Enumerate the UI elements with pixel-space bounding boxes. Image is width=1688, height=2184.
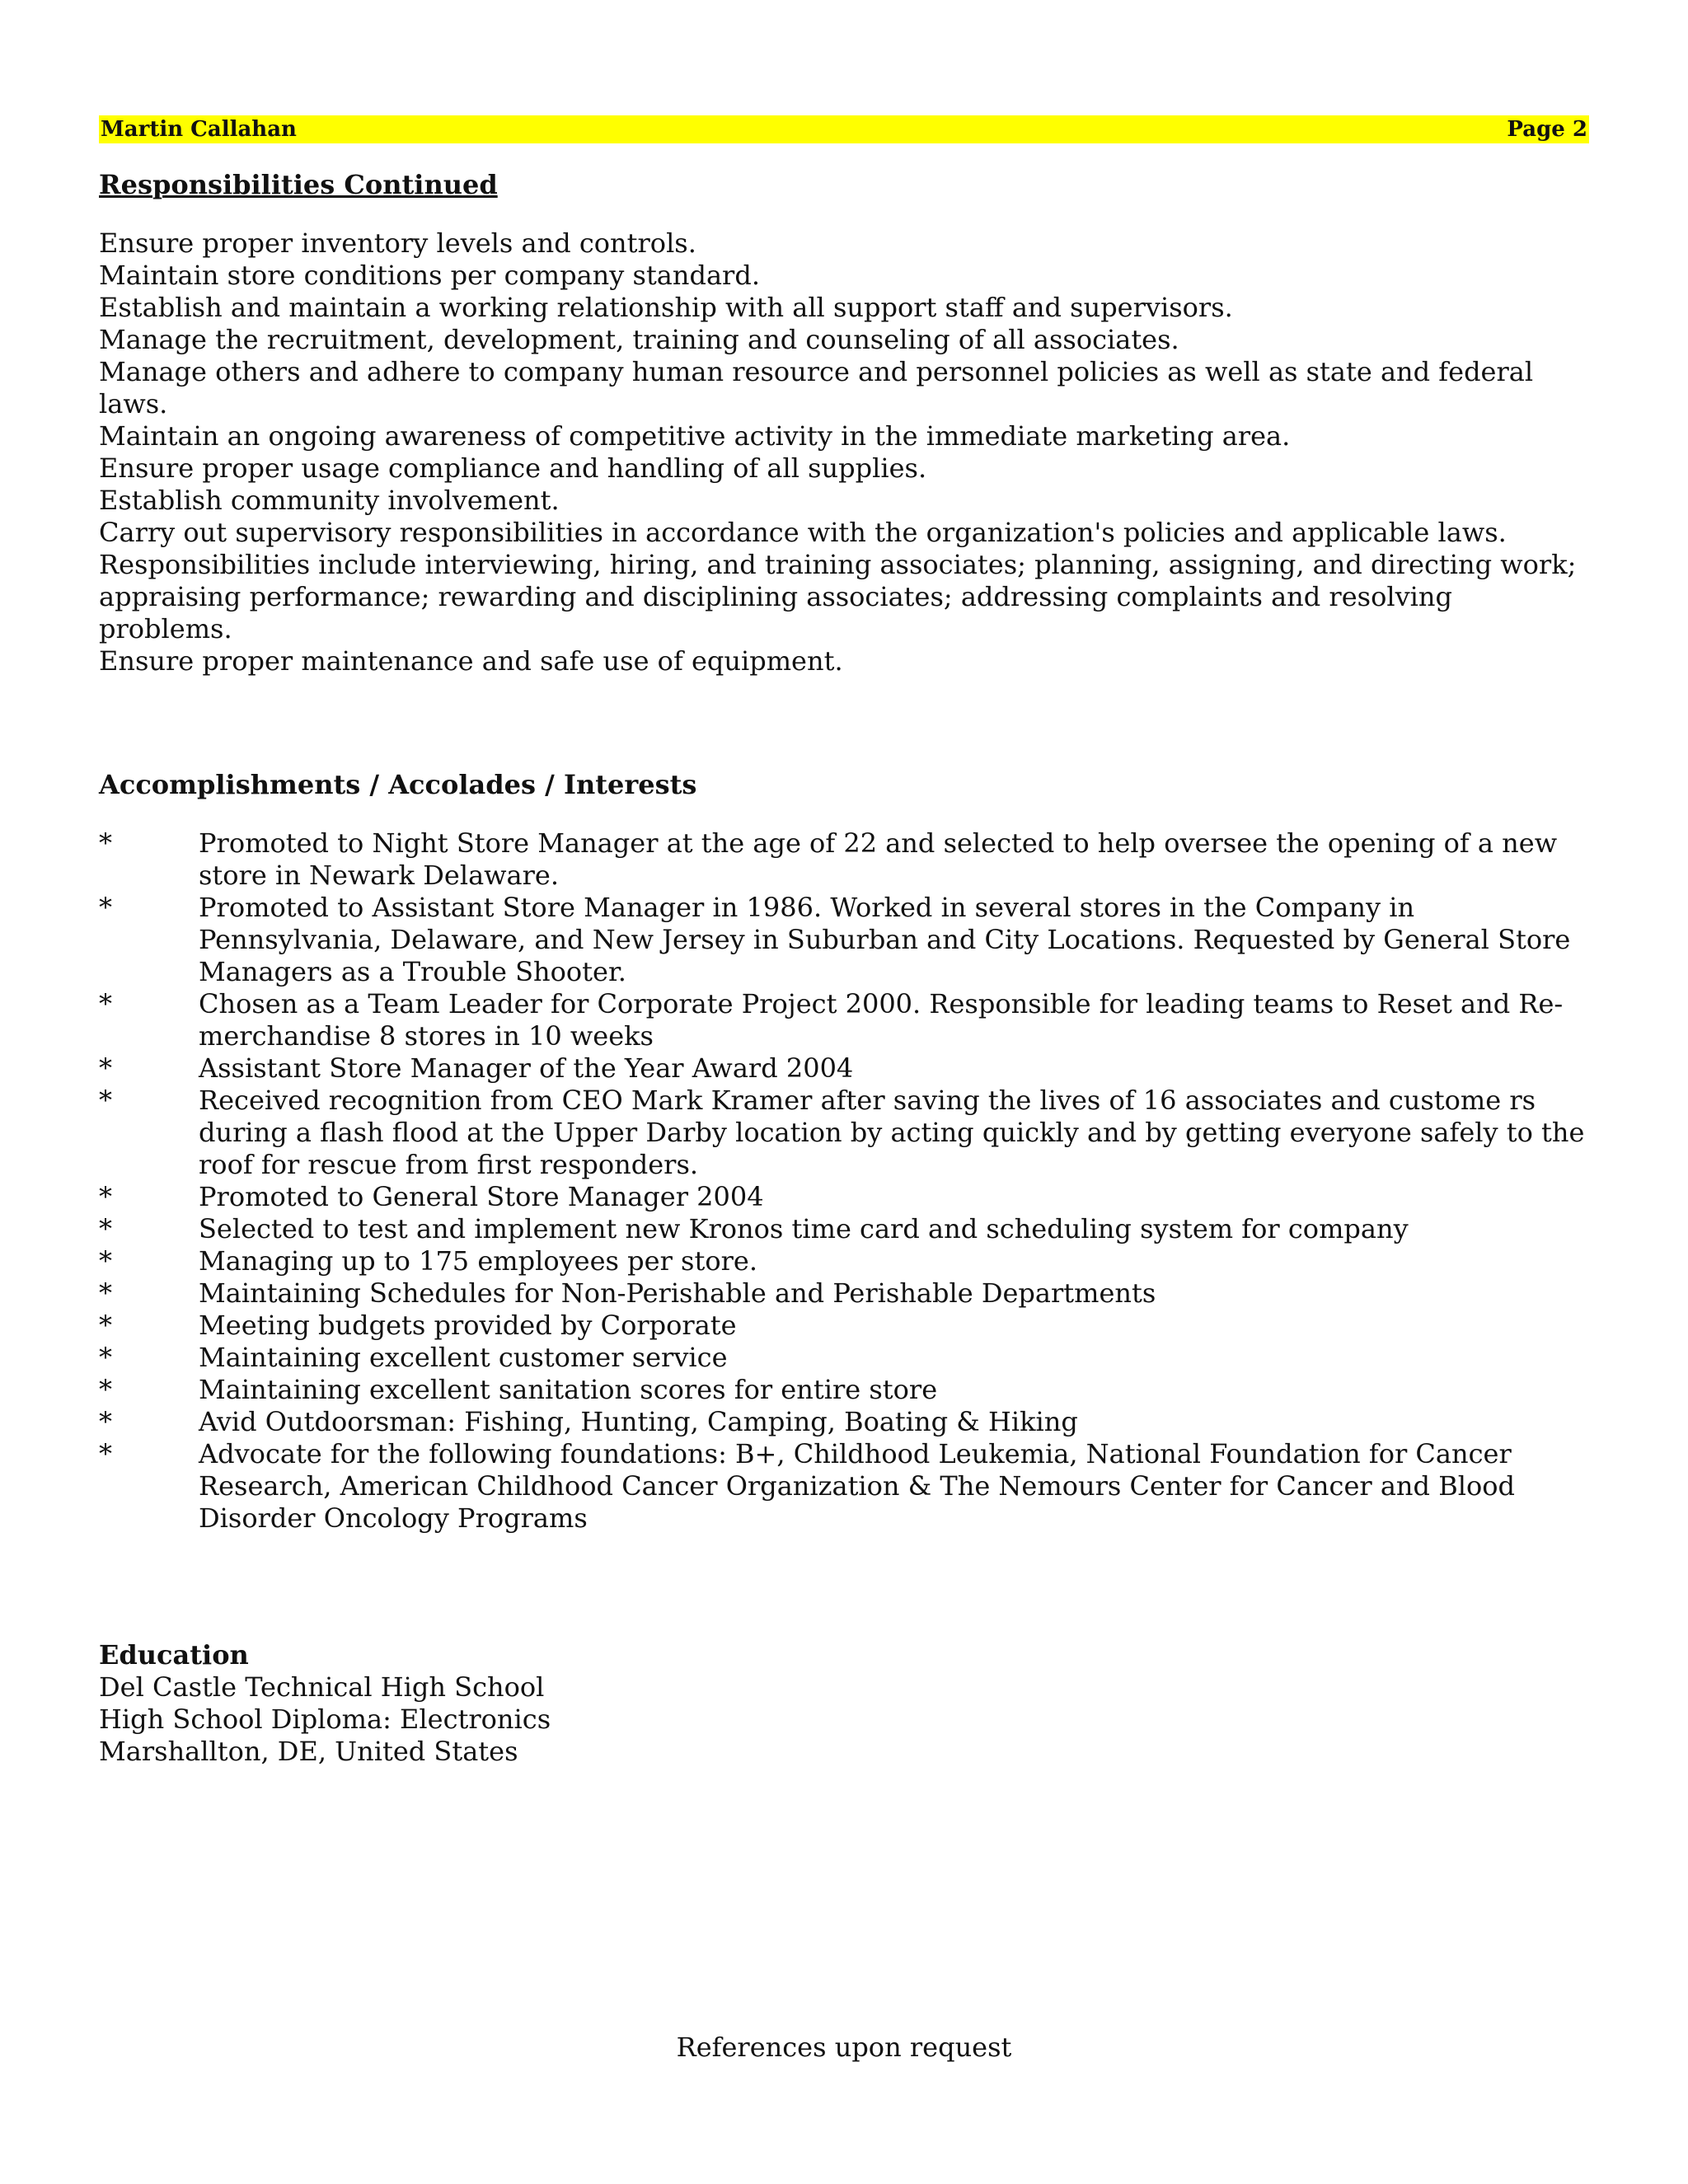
responsibility-line: Ensure proper inventory levels and controls. (99, 227, 696, 259)
responsibilities-title: Responsibilities Continued (99, 169, 498, 200)
responsibility-line: Responsibilities include interviewing, hiring, and training associates; planning, assigning, and directing work; (99, 549, 1577, 580)
list-item (99, 1213, 1589, 1245)
bullet-asterisk: * (99, 1438, 112, 1469)
responsibility-line: Manage others and adhere to company human resource and personnel policies as well as state and federal (99, 356, 1534, 387)
list-item (99, 1374, 1589, 1406)
responsibility-line: Manage the recruitment, development, training and counseling of all associates. (99, 324, 1179, 355)
bullet-asterisk: * (99, 1277, 112, 1309)
responsibility-line: Ensure proper usage compliance and handling of all supplies. (99, 452, 927, 484)
page-header-bar (99, 115, 1589, 143)
education-diploma: High School Diploma: Electronics (99, 1704, 551, 1735)
bullet-asterisk: * (99, 1213, 112, 1244)
accomplishments-title: Accomplishments / Accolades / Interests (99, 769, 697, 800)
list-item (99, 1181, 1589, 1213)
accomplishment-text: Advocate for the following foundations: B+, Childhood Leukemia, National Foundation for Cancer Research, American Childhood Cancer Organization & The Nemours Center for Cancer and Blood Disorder Oncology Programs (199, 1438, 1515, 1534)
list-item (99, 988, 1589, 1052)
accomplishment-text: Promoted to General Store Manager 2004 (199, 1181, 764, 1212)
responsibility-line: problems. (99, 613, 232, 644)
accomplishment-text: Avid Outdoorsman: Fishing, Hunting, Camping, Boating & Hiking (199, 1406, 1078, 1437)
responsibility-line: Carry out supervisory responsibilities in accordance with the organization's policies and applicable laws. (99, 517, 1507, 548)
responsibility-line: Maintain an ongoing awareness of competitive activity in the immediate marketing area. (99, 420, 1291, 452)
accomplishments-section (99, 768, 1589, 1535)
education-location: Marshallton, DE, United States (99, 1736, 518, 1767)
accomplishment-text: Chosen as a Team Leader for Corporate Project 2000. Responsible for leading teams to Reset and Re-merchandise 8 stores in 10 weeks (199, 988, 1564, 1052)
responsibilities-list (99, 227, 1589, 677)
accomplishment-text: Assistant Store Manager of the Year Award 2004 (199, 1052, 854, 1084)
header-name: Martin Callahan (101, 117, 297, 142)
accomplishment-text: Promoted to Assistant Store Manager in 1986. Worked in several stores in the Company in Pennsylvania, Delaware, and New Jersey in Suburban and City Locations. Requested by General Store Managers as a Trouble Shooter. (199, 892, 1571, 987)
responsibility-line: appraising performance; rewarding and disciplining associates; addressing complaints and resolving (99, 581, 1452, 612)
list-item (99, 1342, 1589, 1374)
list-item (99, 1245, 1589, 1277)
accomplishment-text: Meeting budgets provided by Corporate (199, 1310, 737, 1341)
responsibility-line: laws. (99, 388, 168, 419)
bullet-asterisk: * (99, 1374, 112, 1405)
bullet-asterisk: * (99, 1052, 112, 1084)
bullet-asterisk: * (99, 1342, 112, 1373)
responsibility-line: Ensure proper maintenance and safe use of equipment. (99, 645, 843, 677)
list-item (99, 1052, 1589, 1085)
list-item (99, 1406, 1589, 1438)
accomplishment-text: Received recognition from CEO Mark Kramer after saving the lives of 16 associates and custome rs during a flash flood at the Upper Darby location by acting quickly and by getting everyone safely to the roof for rescue from first responders. (199, 1085, 1585, 1180)
accomplishment-text: Selected to test and implement new Kronos time card and scheduling system for company (199, 1213, 1409, 1244)
bullet-asterisk: * (99, 1085, 112, 1116)
header-page-number: Page 2 (1507, 117, 1587, 142)
responsibility-line: Establish community involvement. (99, 485, 560, 516)
responsibility-line: Maintain store conditions per company standard. (99, 260, 760, 291)
bullet-asterisk: * (99, 1310, 112, 1341)
list-item (99, 1085, 1589, 1181)
bullet-asterisk: * (99, 988, 112, 1019)
list-item (99, 1310, 1589, 1342)
accomplishment-text: Promoted to Night Store Manager at the age of 22 and selected to help oversee the opening of a new store in Newark Delaware. (199, 827, 1558, 891)
bullet-asterisk: * (99, 827, 112, 859)
resume-page (99, 115, 1589, 1768)
bullet-asterisk: * (99, 1245, 112, 1277)
bullet-asterisk: * (99, 892, 112, 923)
education-title: Education (99, 1639, 249, 1671)
list-item (99, 892, 1589, 988)
list-item (99, 1277, 1589, 1310)
accomplishment-text: Maintaining excellent sanitation scores for entire store (199, 1374, 938, 1405)
responsibility-line: Establish and maintain a working relationship with all support staff and supervisors. (99, 292, 1233, 323)
accomplishment-text: Maintaining excellent customer service (199, 1342, 728, 1373)
bullet-asterisk: * (99, 1406, 112, 1437)
accomplishment-text: Maintaining Schedules for Non-Perishable and Perishable Departments (199, 1277, 1156, 1309)
accomplishment-text: Managing up to 175 employees per store. (199, 1245, 757, 1277)
bullet-asterisk: * (99, 1181, 112, 1212)
references-footer: References upon request (676, 2032, 1012, 2063)
education-section (99, 1638, 1589, 1768)
education-school: Del Castle Technical High School (99, 1671, 545, 1703)
list-item (99, 1438, 1589, 1535)
list-item (99, 827, 1589, 892)
accomplishments-list (99, 827, 1589, 1535)
